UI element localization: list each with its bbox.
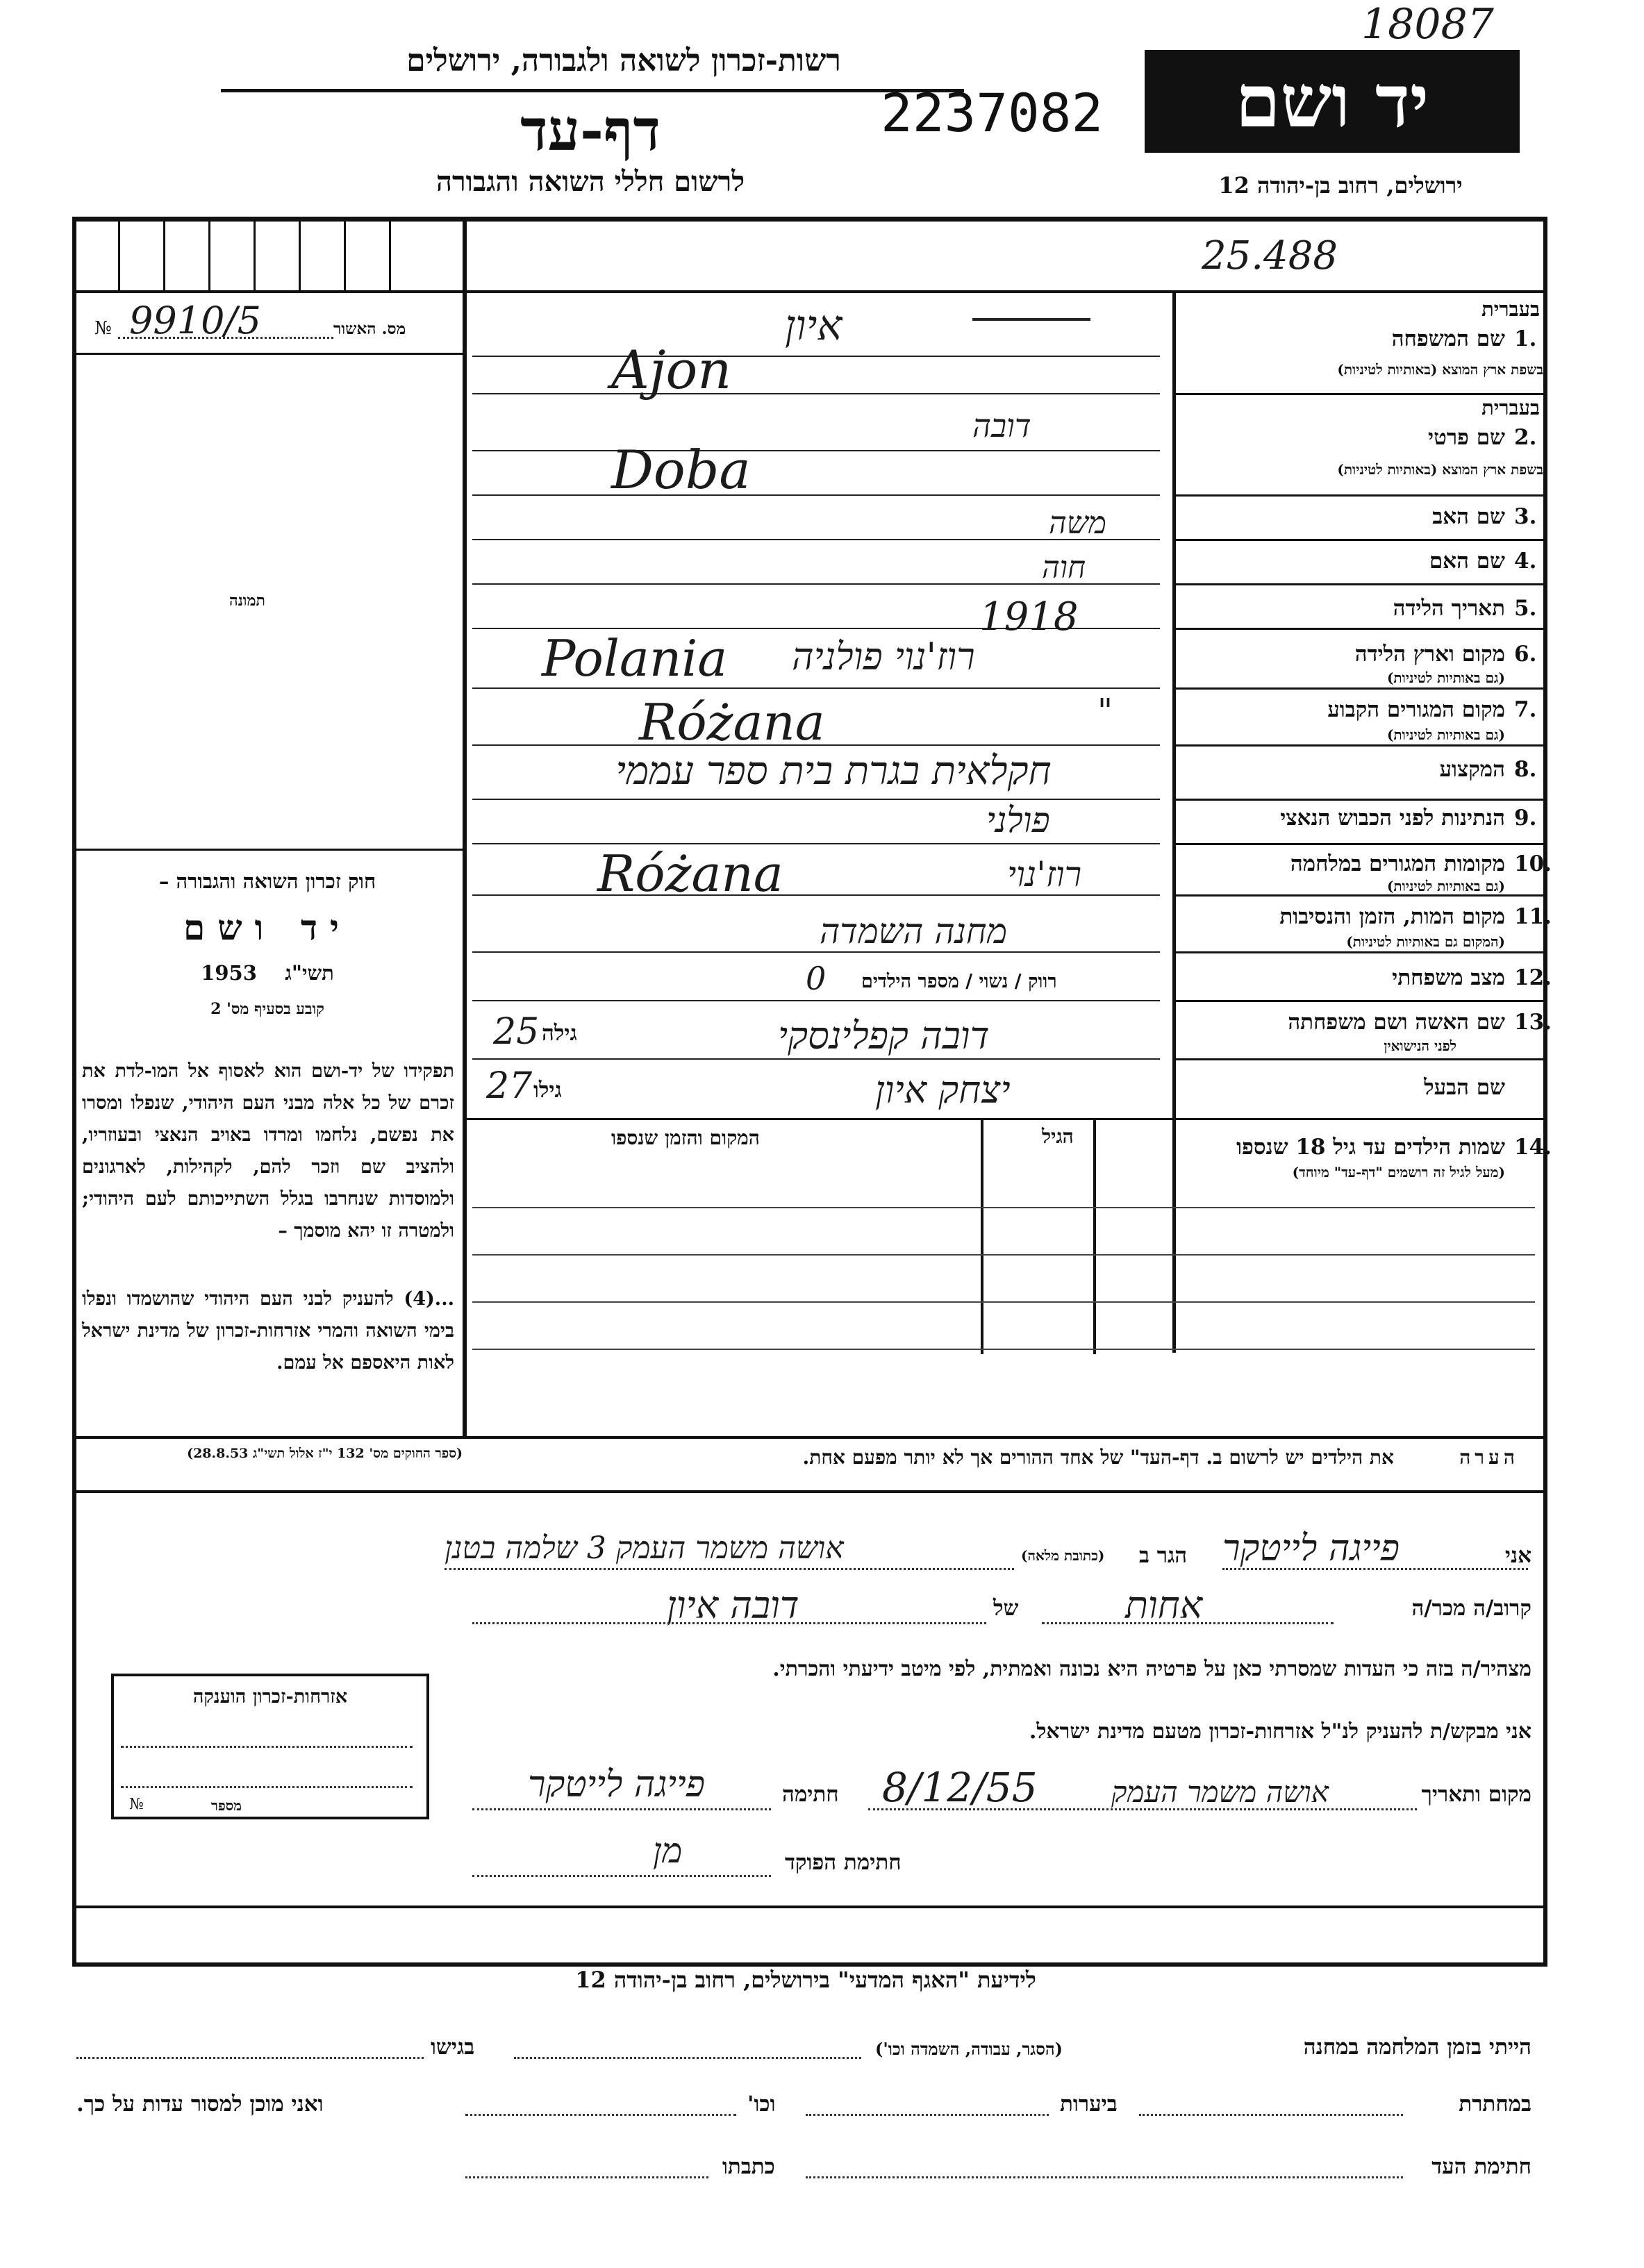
note-label: הערה [1459,1446,1519,1469]
field-2-number: 2. [1514,425,1537,450]
note-text: את הילדים יש לרשום ב. דף-העד" של אחד ההורים אך לא יותר מפעם אחת. [802,1446,1394,1469]
logo-text: יד ושם [1235,58,1429,144]
frame-right [1543,217,1547,1967]
field-2-lang: בעברית [1481,396,1540,419]
children-col-divider-1 [981,1118,983,1354]
photo-box-top [72,353,465,355]
decl-address-paren: (כתובת מלאה) [1021,1547,1105,1564]
row-separator [1172,843,1547,845]
citizenship-title: אזרחות-זכרון הוענקה [192,1686,348,1708]
value-line [472,1000,1160,1001]
field-7-value-hebrew: " [1097,692,1113,731]
field-6-value-hebrew: רוז'נוי פולניה [792,635,975,678]
decl-relation-dots [1042,1622,1334,1624]
children-col-place: המקום והזמן שנספו [611,1126,760,1149]
citizenship-number-label: מספר [211,1797,242,1814]
footer-line1-end: בגישו [431,2035,475,2060]
footer-line3-start: חתימת העד [1431,2154,1531,2179]
field-4-value: חוה [1042,550,1086,585]
law-title: חוק זכרון השואה והגבורה – [158,869,376,893]
decl-place-dots [868,1808,1417,1810]
officer-dots [472,1875,771,1877]
field-8-label: המקצוע [1439,757,1505,782]
decl-lives-in: הגר ב [1139,1543,1188,1568]
husband-age-label: גילו [533,1078,562,1103]
grid-cell [389,217,391,290]
row-separator [1172,799,1547,801]
field-13-value: דובה קפלינסקי [778,1014,990,1058]
field-9-label: הנתינות לפני הכבוש הנאצי [1280,806,1505,831]
children-row-line [472,1301,1535,1303]
citizenship-no-symbol: № [129,1796,144,1813]
archive-handwritten-number: 18087 [1361,0,1494,49]
law-name: יד ושם [183,907,351,948]
field-2-label: שם פרטי [1427,425,1505,450]
value-line [472,687,1160,689]
law-text-1: תפקידו של יד-ושם הוא לאסוף אל המו-לדת את זכרם של כל אלה מבני העם היהודי, שנפלו ומסרו את נפשם, נלחמו ומרדו באויב הנאצי ובעוזריו, ולהציב שם וזכר להם, לקהילות, לארגונים ולמוסדות שנחרבו בגלל השתייכותם לעם היהודי; ולמטרה זו יהא מוסמך – [82,1060,454,1242]
field-1-sub: בשפת ארץ המוצא (באותיות לטיניות) [1337,361,1543,378]
law-reference: (ספר החוקים מס' 132 י"ז אלול תשי"ג 28.8.53) [187,1446,463,1461]
value-line [472,393,1160,394]
field-8-value: חקלאית בגרת בית ספר עממי [615,749,1052,794]
field-6-sub: (גם באותיות לטיניות) [1386,669,1505,686]
row-separator [1172,628,1547,630]
header-underline [221,89,964,92]
decl-place: אושה משמר העמק [1111,1775,1329,1809]
field-10-number: 10. [1514,851,1552,876]
field-10-value-latin: Różana [597,844,783,903]
decl-address-dots [445,1568,1014,1570]
decl-name: פייגה לייטקר [1222,1528,1400,1569]
field-14-sub: (מעל לגיל זה רושמים "דף-עד" מיוחד) [1292,1164,1505,1181]
field-1-value-hebrew: איון [785,301,842,350]
law-year [76,961,458,985]
field-11-value: מחנה השמדה [820,911,1008,951]
row-separator [1172,583,1547,585]
field-1-value-latin: Ajon [611,339,732,401]
footer-line3-end: כתבתו [722,2154,775,2179]
decl-statement: מצהיר/ה בזה כי העדות שמסרתי כאן על פרטיה היא נכונה ואמתית, לפי מיטב ידיעתי והכרתי. [772,1657,1531,1681]
form-subtitle: לרשום חללי השואה והגבורה [435,165,745,198]
children-row-line [472,1207,1535,1208]
footer-dots [465,2176,708,2178]
citizenship-dots [121,1786,413,1788]
footer-dots [514,2057,861,2059]
footer-line1-start: הייתי בזמן המלחמה במחנה [1303,2035,1531,2060]
field-8-number: 8. [1514,757,1537,782]
decl-signature-dots [472,1808,771,1810]
approval-label: מס. האשור [333,319,406,338]
field-5-value: 1918 [979,594,1079,640]
decl-of-name-dots [472,1622,986,1624]
row-separator [1172,393,1547,395]
decl-dots [1222,1568,1528,1570]
grid-cell [254,217,256,290]
footer-line2-start: במחתרת [1459,2092,1531,2117]
field-4-number: 4. [1514,549,1537,574]
frame-left [72,217,76,1967]
citizenship-dots [121,1746,413,1748]
decl-relation: אחות [1125,1583,1203,1627]
label-column-divider [1172,290,1176,1353]
decl-address: אושה משמר העמק 3 שלמה בטנן [445,1531,844,1566]
decl-date: 8/12/55 [882,1764,1038,1811]
left-column-divider [463,217,467,1439]
field-6-number: 6. [1514,642,1537,667]
field-7-label: מקום המגורים הקבוע [1327,697,1505,722]
grid-cell [344,217,346,290]
photo-label: תמונה [229,592,265,610]
address: ירושלים, רחוב בן-יהודה 12 [1218,172,1463,199]
decl-i: אני [1504,1543,1531,1568]
field-1-number: 1. [1514,326,1537,351]
field-1-label: שם המשפחה [1391,326,1505,351]
children-row-line [472,1349,1535,1350]
decl-of-name: דובה איון [667,1583,799,1627]
field-11-sub: (המקום גם באותיות לטיניות) [1346,933,1505,950]
footer-heading: לידיעת "האגף המדעי" בירושלים, רחוב בן-יהודה 12 [575,1967,1036,1993]
husband-age: 27 [486,1065,533,1107]
row-separator [1172,951,1547,953]
field-3-number: 3. [1514,504,1537,529]
value-line [472,1058,1160,1060]
top-strip-bottom [72,290,1547,293]
footer-line2-mid: ביערות [1060,2092,1118,2117]
row-separator [463,1118,1547,1120]
footer-line1-paren: (הסגר, עבודה, השמדה וכו') [875,2039,1063,2059]
approval-no-symbol: № [94,318,112,339]
grid-cell [118,217,120,290]
field-10-label: מקומות המגורים במלחמה [1290,851,1505,876]
value-line [472,494,1160,496]
footer-dots [1139,2114,1403,2116]
note-bottom-line [72,1490,1547,1493]
field-12-number: 12. [1514,965,1552,990]
row-separator [1172,687,1547,690]
field-7-value-latin: Różana [639,693,825,751]
law-clause: קובע בסעיף מס' 2 [210,1000,324,1018]
footer-line2-etc: וכו' [747,2092,776,2117]
husband-value: יצחק איון [875,1068,1011,1112]
field-13-age: 25 [493,1011,540,1053]
row-separator [1172,1000,1547,1002]
law-year-hebrew: תשי"ג [285,961,334,985]
children-col-divider-2 [1093,1118,1096,1354]
law-year-number: 1953 [201,961,257,985]
footer-dots [76,2057,424,2059]
top-box-code: 25.488 [1202,233,1338,278]
field-12-value: 0 [806,960,827,997]
note-top-line [72,1436,1547,1439]
officer-label: חתימת הפוקד [785,1850,902,1875]
decl-signature: פייגה לייטקר [528,1764,706,1806]
footer-line2-end: ואני מוכן למסור עדות על כך. [76,2092,324,2117]
logo [1145,50,1520,153]
value-line [472,843,1160,844]
field-5-label: תאריך הלידה [1393,596,1505,621]
field-7-sub: (גם באותיות לטיניות) [1386,726,1505,743]
decl-request: אני מבקש/ת להעניק לנ"ל אזרחות-זכרון מטעם מדינת ישראל. [1029,1719,1531,1744]
field-6-value-latin: Polania [542,629,728,687]
field-7-number: 7. [1514,697,1537,722]
value-line [472,356,1160,357]
value-line [472,894,1160,896]
field-9-value: פולני [986,800,1050,840]
field-13-age-label: גילה [542,1021,577,1046]
field-12-label: מצב משפחתי [1392,965,1505,990]
field-2-value-hebrew: דובה [972,407,1031,444]
decl-signature-label: חתימה [782,1782,839,1807]
field-2-sub: בשפת ארץ המוצא (באותיות לטיניות) [1337,461,1543,478]
value-line [472,951,1160,953]
field-10-sub: (גם באותיות לטיניות) [1386,878,1505,894]
frame-top [72,217,1547,222]
footer-divider [72,1906,1547,1908]
field-1-lang: בעברית [1481,297,1540,321]
row-separator [1172,1058,1547,1060]
footer-dots [806,2176,1403,2178]
row-separator [1172,494,1547,497]
field-9-number: 9. [1514,806,1537,831]
law-text-2: ...(4) להעניק לבני העם היהודי שהושמדו ונפלו בימי השואה והמרי אזרחות-זכרון של מדינת ישראל לאות היאספם אל עמם. [82,1288,454,1374]
footer-dots [806,2114,1049,2116]
field-13-number: 13. [1514,1010,1552,1035]
authority-name: רשות-זכרון לשואה ולגבורה, ירושלים [406,43,841,78]
footer-dots [465,2114,736,2116]
field-2-value-latin: Doba [611,439,751,501]
photo-box-bottom [72,849,465,851]
value-line [472,799,1160,800]
field-14-label: שמות הילדים עד גיל 18 שנספו [1236,1135,1505,1160]
decl-place-date-label: מקום ותאריך [1421,1782,1531,1807]
form-title: דף-עד [520,97,661,164]
citizenship-box [111,1674,429,1819]
field-11-label: מקום המות, הזמן והנסיבות [1279,904,1505,929]
decl-of: של [993,1596,1019,1621]
field-13-label: שם האשה ושם משפחתה [1288,1010,1505,1035]
grid-cell [163,217,165,290]
children-col-age: הגיל [1042,1125,1074,1148]
row-separator [1172,744,1547,747]
husband-label: שם הבעל [1424,1075,1505,1100]
children-row-line [472,1254,1535,1256]
grid-cell [299,217,301,290]
field-3-label: שם האב [1432,504,1505,529]
decl-relative: קרוב/ה מכר/ה [1411,1596,1531,1621]
value-line [472,450,1160,451]
row-separator [1172,539,1547,541]
field-1-strikethrough [972,318,1090,321]
approval-number: 9910/5 [129,299,261,342]
field-14-number: 14. [1514,1135,1552,1160]
serial-number: 2237082 [881,82,1104,144]
field-13-sub: לפני הנישואין [1384,1037,1456,1054]
grid-cell [208,217,210,290]
field-10-value-hebrew: רוז'נוי [1007,854,1082,894]
officer-signature: מן [653,1831,683,1871]
field-5-number: 5. [1514,596,1537,621]
field-3-value: משה [1049,506,1107,541]
field-6-label: מקום וארץ הלידה [1354,642,1505,667]
field-12-printed: רווק / נשוי / מספר הילדים [861,971,1057,992]
field-4-label: שם האם [1429,549,1505,574]
field-11-number: 11. [1514,904,1552,929]
